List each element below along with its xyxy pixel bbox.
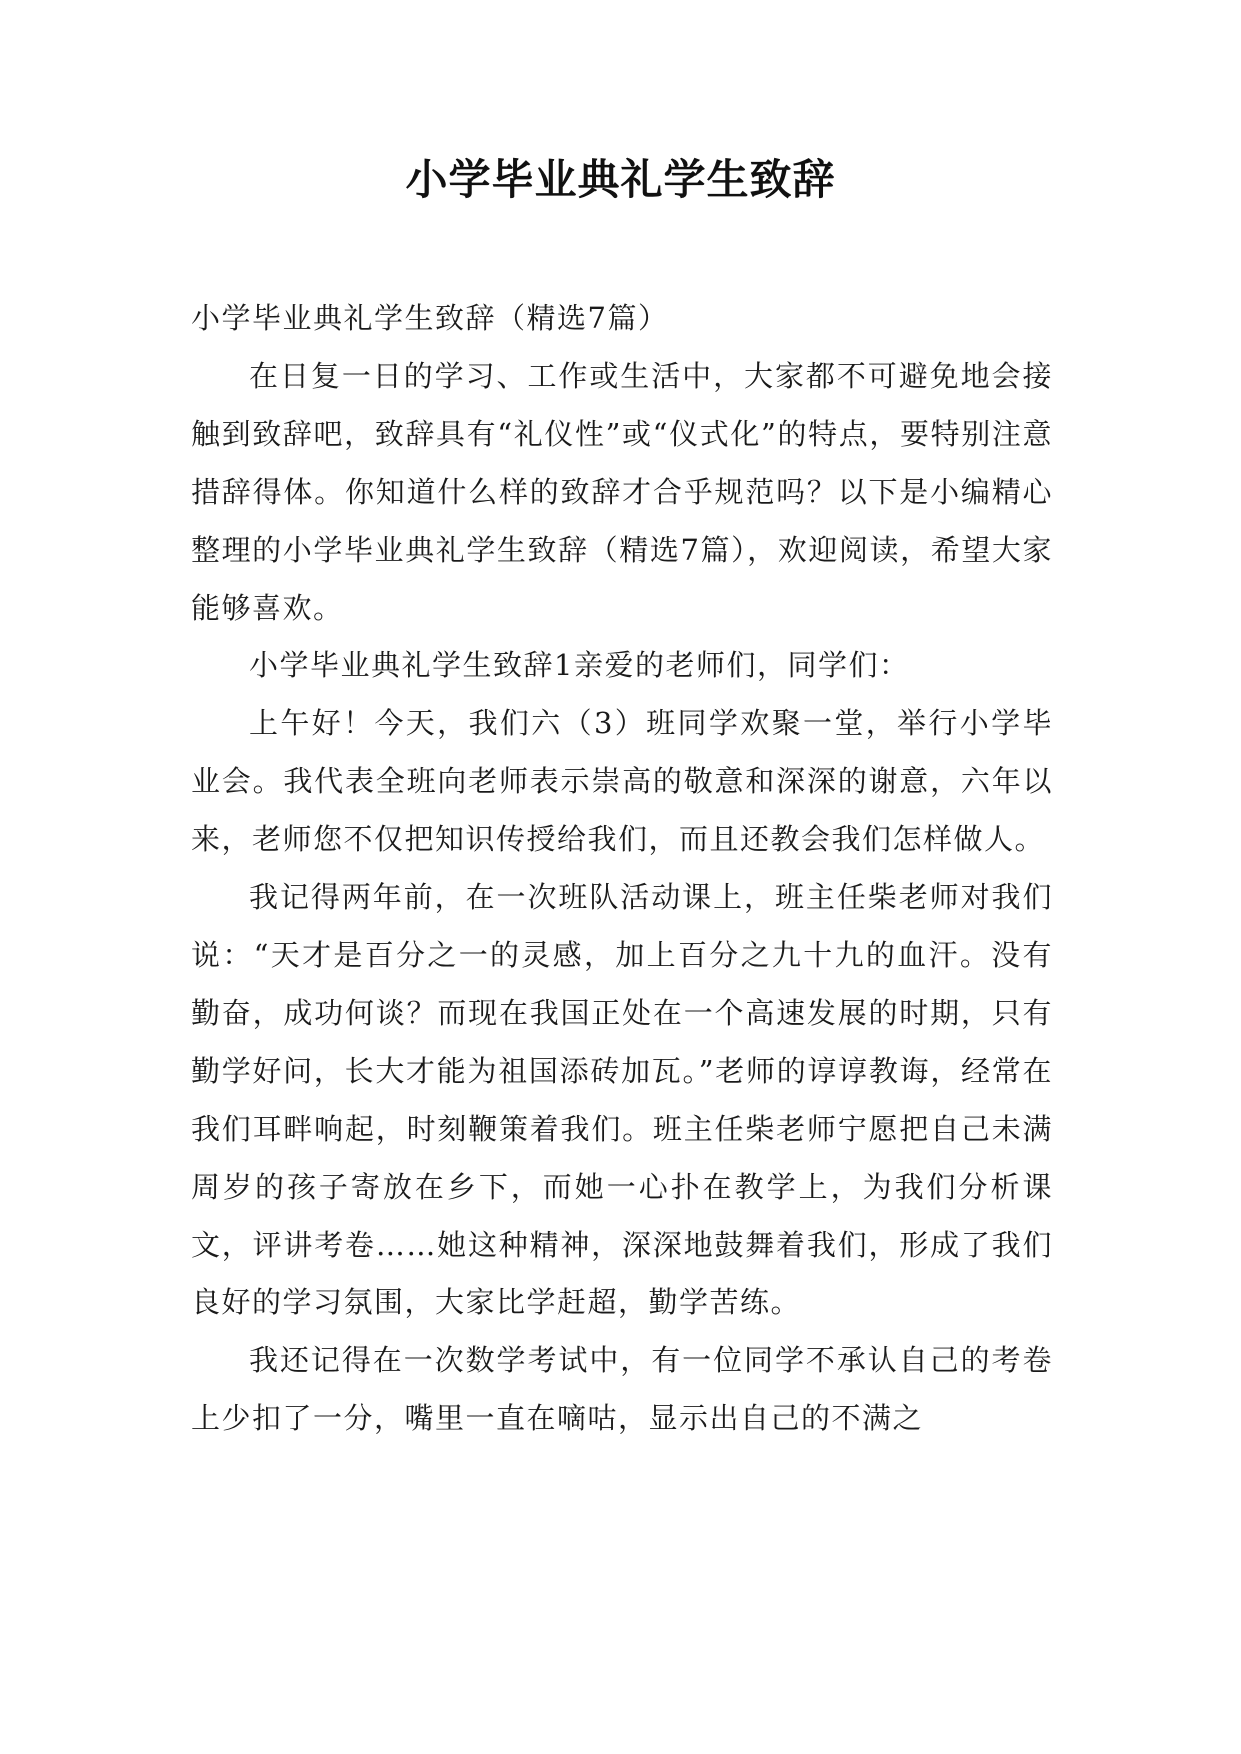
paragraph-intro: 在日复一日的学习、工作或生活中，大家都不可避免地会接触到致辞吧，致辞具有“礼仪性”或“仪式化”的特点，要特别注意措辞得体。你知道什么样的致辞才合乎规范吗？以下是小编精心整理的小学毕业典礼学生致辞（精选7篇），欢迎阅读，希望大家能够喜欢。	[191, 358, 1053, 625]
document-title: 小学毕业典礼学生致辞	[405, 155, 836, 204]
paragraph-speech-heading: 小学毕业典礼学生致辞1亲爱的老师们，同学们：	[249, 648, 910, 683]
paragraph-subtitle: 小学毕业典礼学生致辞（精选7篇）	[191, 301, 669, 335]
paragraph-greeting: 上午好！今天，我们六（3）班同学欢聚一堂，举行小学毕业会。我代表全班向老师表示崇高的敬意和深深的谢意，六年以来，老师您不仅把知识传授给我们，而且还教会我们怎样做人。	[191, 706, 1053, 857]
paragraph-memory-exam: 我还记得在一次数学考试中，有一位同学不承认自己的考卷上少扣了一分，嘴里一直在嘀咕，显示出自己的不满之	[191, 1343, 1053, 1436]
document-body	[191, 290, 1053, 1448]
paragraph-memory-teacher: 我记得两年前，在一次班队活动课上，班主任柴老师对我们说：“天才是百分之一的灵感，加上百分之九十九的血汗。没有勤奋，成功何谈？而现在我国正处在一个高速发展的时期，只有勤学好问，长大才能为祖国添砖加瓦。”老师的谆谆教诲，经常在我们耳畔响起，时刻鞭策着我们。班主任柴老师宁愿把自己未满周岁的孩子寄放在乡下，而她一心扑在教学上，为我们分析课文，评讲考卷……她这种精神，深深地鼓舞着我们，形成了我们良好的学习氛围，大家比学赶超，勤学苦练。	[191, 880, 1053, 1320]
